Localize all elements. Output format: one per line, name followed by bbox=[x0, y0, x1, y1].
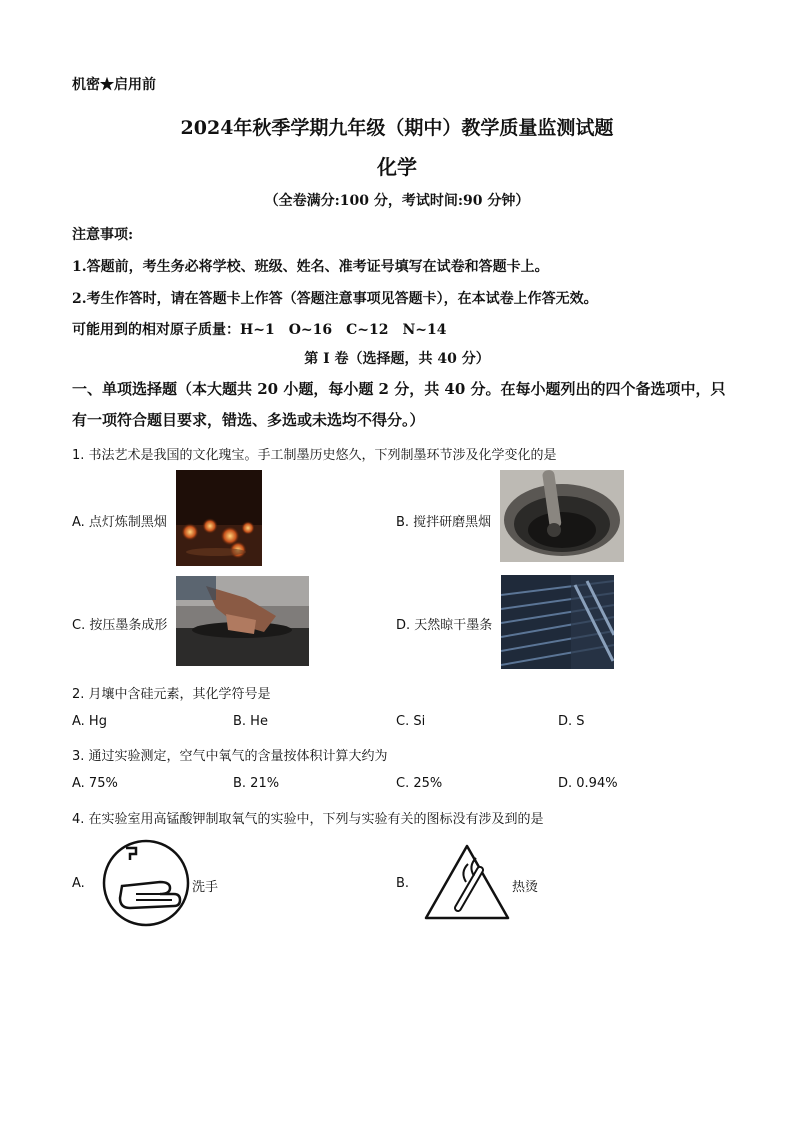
question-3-option-d: D. 0.94% bbox=[558, 776, 618, 791]
exam-title: 2024年秋季学期九年级（期中）教学质量监测试题 bbox=[180, 117, 614, 139]
lamp-smoke-photo bbox=[176, 470, 262, 566]
exam-info: （全卷满分:100 分，考试时间:90 分钟） bbox=[264, 193, 530, 209]
question-2-stem: 2. 月壤中含硅元素，其化学符号是 bbox=[72, 687, 271, 702]
question-4-stem: 4. 在实验室用高锰酸钾制取氧气的实验中，下列与实验有关的图标没有涉及到的是 bbox=[72, 812, 544, 827]
drying-ink-sticks-photo bbox=[501, 575, 614, 669]
question-1-stem: 1. 书法艺术是我国的文化瑰宝。手工制墨历史悠久，下列制墨环节涉及化学变化的是 bbox=[72, 448, 557, 463]
question-3-option-b: B. 21% bbox=[233, 776, 280, 791]
section-title: 第 I 卷（选择题，共 40 分） bbox=[304, 351, 490, 367]
question-1-option-c: C. 按压墨条成形 bbox=[72, 618, 168, 633]
notes-heading: 注意事项: bbox=[72, 227, 134, 243]
question-1-option-d: D. 天然晾干墨条 bbox=[396, 618, 493, 633]
hand-wash-icon bbox=[100, 838, 192, 928]
question-2-option-a: A. Hg bbox=[72, 714, 107, 729]
question-3-option-a: A. 75% bbox=[72, 776, 118, 791]
question-4-option-a-label: 洗手 bbox=[192, 880, 219, 895]
subject-title: 化学 bbox=[377, 155, 417, 179]
question-3-stem: 3. 通过实验测定，空气中氧气的含量按体积计算大约为 bbox=[72, 749, 388, 764]
question-2-option-d: D. S bbox=[558, 714, 585, 729]
notes-item-1: 1.答题前，考生务必将学校、班级、姓名、准考证号填写在试卷和答题卡上。 bbox=[72, 259, 549, 275]
question-1-option-b: B. 搅拌研磨黑烟 bbox=[396, 515, 492, 530]
notes-item-2: 2.考生作答时，请在答题卡上作答（答题注意事项见答题卡），在本试卷上作答无效。 bbox=[72, 291, 598, 307]
atomic-masses: 可能用到的相对原子质量：H~1 O~16 C~12 N~14 bbox=[72, 322, 447, 338]
grinding-bowl-photo bbox=[500, 470, 624, 562]
question-4-option-a-letter: A. bbox=[72, 876, 85, 891]
hot-surface-icon bbox=[422, 842, 512, 922]
part-instructions: 一、单项选择题（本大题共 20 小题，每小题 2 分，共 40 分。在每小题列出的四个备选项中，只有一项符合题目要求，错选、多选或未选均不得分。） bbox=[72, 380, 726, 429]
question-2-option-b: B. He bbox=[233, 714, 268, 729]
question-2-option-c: C. Si bbox=[396, 714, 426, 729]
pressing-ink-photo bbox=[176, 576, 309, 666]
question-3-option-c: C. 25% bbox=[396, 776, 443, 791]
question-4-option-b-letter: B. bbox=[396, 876, 410, 891]
question-4-option-b-label: 热烫 bbox=[512, 880, 539, 895]
question-1-option-a: A. 点灯炼制黑烟 bbox=[72, 515, 167, 530]
confidential-mark: 机密★启用前 bbox=[72, 77, 156, 93]
